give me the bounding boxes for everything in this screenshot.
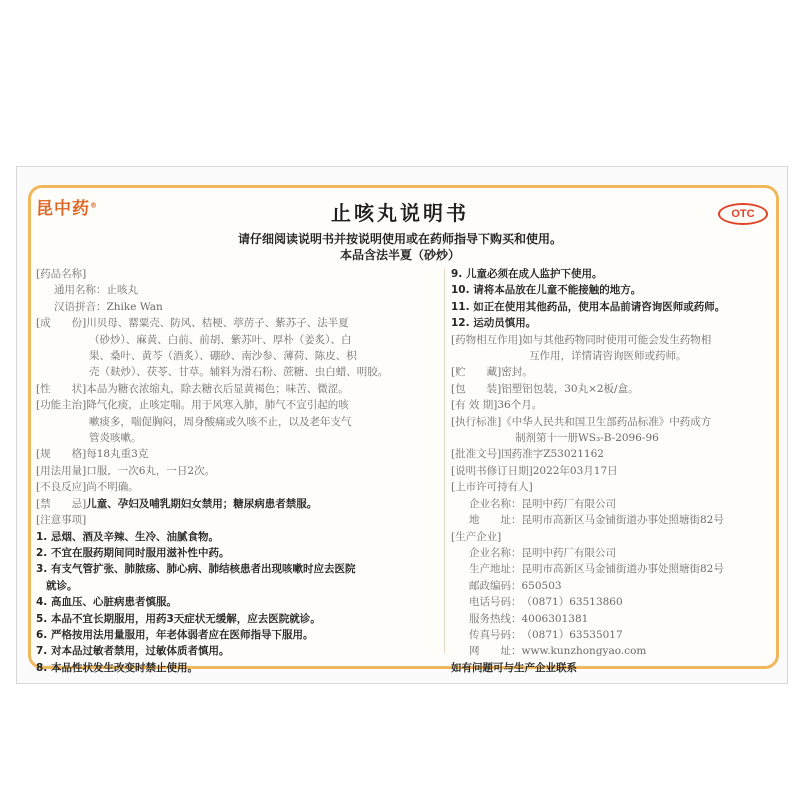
validity-row [451, 397, 767, 413]
precaution-item: 10. 请将本品放在儿童不能接触的地方。 [451, 284, 642, 297]
precaution-item: 6. 严格按用法用量服用，年老体弱者应在医师指导下服用。 [36, 628, 314, 641]
contra-value: 儿童、孕妇及哺乳期妇女禁用；糖尿病患者禁服。 [86, 497, 318, 510]
registered-mark: ® [90, 201, 98, 210]
function-label: [功能主治] [36, 399, 87, 412]
validity-label: [有 效 期] [451, 399, 498, 412]
otc-badge: OTC [718, 203, 768, 225]
precautions-row [36, 512, 438, 528]
storage-value: 密封。 [501, 366, 533, 379]
character-value: 本品为糖衣浓缩丸，除去糖衣后显黄褐色；味苦、微涩。 [86, 382, 349, 395]
maker-address-row [451, 561, 767, 577]
holder-address-row [451, 512, 767, 528]
precaution-item: 12. 运动员慎用。 [451, 317, 537, 330]
precautions-label: [注意事项] [36, 514, 87, 527]
interaction-label: [药物相互作用] [451, 333, 523, 346]
website-value: www.kunzhongyao.com [521, 645, 647, 658]
holder-row [451, 479, 767, 495]
holder-address-value: 昆明市高新区马金铺街道办事处照塘街82号 [521, 514, 724, 527]
package-row [451, 381, 767, 397]
fax-label: 传真号码： [469, 628, 522, 641]
drug-name-row [36, 266, 438, 282]
phone-row [451, 594, 767, 610]
ingredients-line-3: 果、桑叶、黄芩（酒炙）、硼砂、南沙参、薄荷、陈皮、枳 [89, 350, 357, 363]
function-line-3: 管炎咳嗽。 [89, 432, 142, 445]
spec-value: 每18丸重3克 [86, 448, 149, 461]
precaution-item: 7. 对本品过敏者禁用，过敏体质者慎用。 [36, 645, 230, 658]
ingredients-line-1: 川贝母、罂粟壳、防风、桔梗、葶苈子、紫苏子、法半夏 [86, 317, 349, 330]
function-line-1: 降气化痰，止咳定喘。用于风寒入肺，肺气不宣引起的咳 [86, 399, 349, 412]
ingredients-label: [成 份] [36, 317, 87, 330]
character-row [36, 381, 438, 397]
column-divider [444, 268, 445, 653]
package-label: [包 装] [451, 382, 502, 395]
maker-row [451, 529, 767, 545]
right-column [451, 266, 767, 676]
precaution-item: 5. 本品不宜长期服用，用药3天症状无缓解，应去医院就诊。 [36, 612, 321, 625]
hotline-value: 4006301381 [521, 612, 589, 625]
subtitle-contains: 本品含法半夏（砂炒） [339, 248, 460, 262]
precaution-item: 4. 高血压、心脏病患者慎服。 [36, 596, 177, 609]
generic-name-value: 止咳丸 [106, 284, 138, 297]
standard-line-1: 《中华人民共和国卫生部药品标准》中药成方 [501, 415, 712, 428]
website-label: 网 址： [469, 645, 522, 658]
interaction-line-2: 互作用，详情请咨询医师或药师。 [529, 350, 687, 363]
holder-name-value: 昆明中药厂有限公司 [521, 497, 616, 510]
fax-value: （0871）63535017 [521, 628, 623, 641]
subtitle-instruction: 请仔细阅读说明书并按说明使用或在药师指导下购买和使用。 [237, 232, 562, 246]
ingredients-line-2: （砂炒）、麻黄、白前、前胡、紫苏叶、厚朴（姜炙）、白 [89, 333, 352, 346]
contra-row [36, 496, 438, 512]
approval-row [451, 446, 767, 462]
adverse-row [36, 479, 438, 495]
brand-name: 昆中药 [36, 199, 90, 219]
adverse-value: 尚不明确。 [86, 481, 139, 494]
maker-address-value: 昆明市高新区马金铺街道办事处照塘街82号 [521, 563, 724, 576]
generic-name-label: 通用名称： [54, 284, 107, 297]
storage-label: [贮 藏] [451, 366, 502, 379]
holder-address-label: 地 址： [469, 514, 522, 527]
maker-name-label: 企业名称： [469, 546, 522, 559]
standard-line-2: 制剂第十一册WS₃-B-2096-96 [515, 432, 659, 445]
standard-label: [执行标准] [451, 415, 502, 428]
spec-label: [规 格] [36, 448, 87, 461]
postcode-label: 邮政编码： [469, 579, 522, 592]
maker-name-row [451, 545, 767, 561]
precaution-item: 3. 有支气管扩张、肺脓疡、肺心病、肺结核患者出现咳嗽时应去医院 [36, 563, 356, 576]
precaution-item: 11. 如正在使用其他药品，使用本品前请咨询医师或药师。 [451, 300, 726, 313]
pinyin-label: 汉语拼音： [54, 300, 107, 313]
maker-address-label: 生产地址： [469, 563, 522, 576]
validity-value: 36个月。 [497, 399, 543, 412]
phone-label: 电话号码： [469, 596, 522, 609]
revision-row [451, 463, 767, 479]
approval-value: 国药准字Z53021162 [501, 448, 604, 461]
postcode-value: 650503 [521, 579, 562, 592]
maker-name-value: 昆明中药厂有限公司 [521, 546, 616, 559]
adverse-label: [不良反应] [36, 481, 87, 494]
precaution-item: 1. 忌烟、酒及辛辣、生冷、油腻食物。 [36, 530, 219, 543]
fax-row [451, 627, 767, 643]
precaution-item: 8. 本品性状发生改变时禁止使用。 [36, 661, 198, 674]
page-title: 止咳丸说明书 [331, 201, 469, 225]
approval-label: [批准文号] [451, 448, 502, 461]
package-value: 铝塑铝包装，30丸×2板/盒。 [501, 382, 639, 395]
revision-label: [说明书修订日期] [451, 464, 533, 477]
pinyin-row [36, 299, 438, 315]
precaution-item-cont: 就诊。 [46, 579, 78, 592]
generic-name-row [36, 282, 438, 298]
contra-label: [禁 忌] [36, 497, 87, 510]
hotline-label: 服务热线： [469, 612, 522, 625]
postcode-row [451, 578, 767, 594]
ingredients-row [36, 315, 438, 331]
drug-name-label: [药品名称] [36, 268, 87, 280]
precaution-item: 9. 儿童必须在成人监护下使用。 [451, 268, 603, 280]
holder-name-row [451, 496, 767, 512]
precaution-item: 2. 不宜在服药期间同时服用滋补性中药。 [36, 546, 230, 559]
left-column [36, 266, 438, 676]
footer-contact-note: 如有问题可与生产企业联系 [451, 661, 577, 674]
storage-row [451, 364, 767, 380]
spec-row [36, 446, 438, 462]
maker-label: [生产企业] [451, 530, 502, 543]
interaction-line-1: 如与其他药物同时使用可能会发生药物相 [522, 333, 712, 346]
usage-row [36, 463, 438, 479]
standard-row [451, 414, 767, 430]
website-row [451, 643, 767, 659]
holder-label: [上市许可持有人] [451, 481, 533, 494]
ingredients-line-4: 壳（麸炒）、茯苓、甘草。辅料为滑石粉、蔗糖、虫白蜡、明胶。 [89, 366, 389, 379]
phone-value: （0871）63513860 [521, 596, 623, 609]
character-label: [性 状] [36, 382, 87, 395]
pinyin-value: Zhike Wan [106, 300, 163, 313]
function-row [36, 397, 438, 413]
interaction-row [451, 332, 767, 348]
hotline-row [451, 611, 767, 627]
revision-value: 2022年03月17日 [532, 464, 618, 477]
usage-value: 口服，一次6丸，一日2次。 [86, 464, 216, 477]
usage-label: [用法用量] [36, 464, 87, 477]
holder-name-label: 企业名称： [469, 497, 522, 510]
function-line-2: 嗽痰多，喘促胸闷，周身酸痛或久咳不止，以及老年支气 [89, 415, 352, 428]
